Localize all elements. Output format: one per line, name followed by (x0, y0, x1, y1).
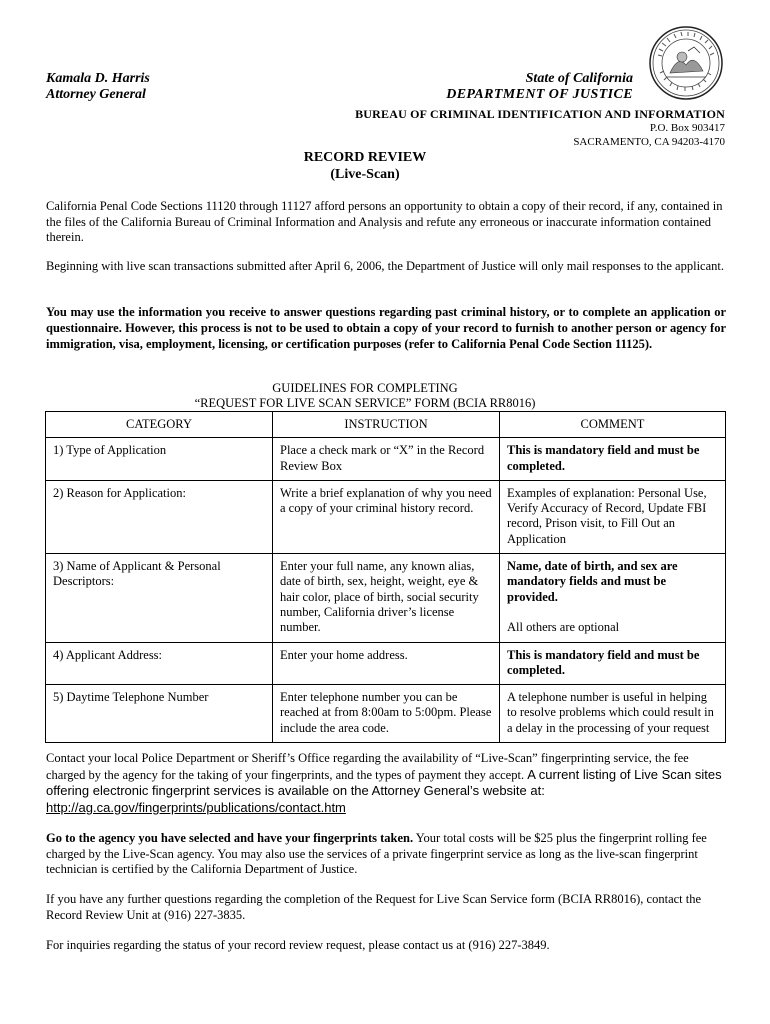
category-cell: 3) Name of Applicant & Personal Descriptors: (46, 554, 273, 642)
instruction-cell: Write a brief explanation of why you need a copy of your criminal history record. (273, 480, 500, 553)
instruction-cell: Enter your home address. (273, 642, 500, 685)
document-title: RECORD REVIEW (303, 150, 427, 165)
column-header-comment: COMMENT (500, 412, 726, 438)
intro-paragraph-1: California Penal Code Sections 11120 through 11127 afford persons an opportunity to obtain a copy of their record, if any, contained in the files of the California Bureau of Criminal Information and Analysis and refute any erroneous or inaccurate information contained therein. (46, 199, 723, 244)
category-cell: 1) Type of Application (46, 438, 273, 481)
live-scan-sites-link[interactable]: http://ag.ca.gov/fingerprints/publications/contact.htm (46, 799, 346, 815)
bureau-name: BUREAU OF CRIMINAL IDENTIFICATION AND INFORMATION (355, 107, 725, 121)
table-row (46, 480, 726, 553)
instruction-cell: Enter your full name, any known alias, date of birth, sex, height, weight, eye & hair color, place of birth, social security number, California driver’s license number. (273, 554, 500, 642)
contact-agency-paragraph (46, 751, 726, 816)
document-subtitle: (Live-Scan) (330, 167, 400, 182)
table-row (46, 438, 726, 481)
comment-cell (500, 642, 726, 685)
guidelines-subheading: “REQUEST FOR LIVE SCAN SERVICE” FORM (BCIA RR8016) (194, 396, 536, 410)
category-cell: 2) Reason for Application: (46, 480, 273, 553)
comment-cell (500, 554, 726, 642)
comment-text: All others are optional (507, 619, 620, 634)
department-name: DEPARTMENT OF JUSTICE (446, 87, 633, 102)
fingerprint-instructions-bold: Go to the agency you have selected and have your fingerprints taken. (46, 831, 414, 845)
table-row (46, 685, 726, 743)
comment-cell (500, 438, 726, 481)
column-header-category: CATEGORY (46, 412, 273, 438)
state-seal-icon (648, 25, 724, 101)
fingerprint-instructions-paragraph (46, 831, 726, 878)
table-row (46, 554, 726, 642)
category-cell: 4) Applicant Address: (46, 642, 273, 685)
state-name: State of California (525, 71, 633, 86)
po-box: P.O. Box 903417 (649, 122, 725, 134)
comment-bold-text: Name, date of birth, and sex are mandatory fields and must be provided. (507, 559, 678, 604)
comment-cell: A telephone number is useful in helping to resolve problems which could result in a delay in the processing of your request (500, 685, 726, 743)
guidelines-table (45, 411, 726, 743)
comment-cell: Examples of explanation: Personal Use, Verify Accuracy of Record, Update FBI record, Prison visit, to Fill Out an Application (500, 480, 726, 553)
column-header-instruction: INSTRUCTION (273, 412, 500, 438)
further-questions-paragraph: If you have any further questions regarding the completion of the Request for Live Scan Service form (BCIA RR8016), contact the Record Review Unit at (916) 227-3835. (46, 892, 702, 922)
status-inquiry-paragraph: For inquiries regarding the status of your record review request, please contact us at (916) 227-3849. (46, 938, 550, 952)
fingerprint-cost-text: Your total costs will be $25 plus the fingerprint rolling fee charged by the Live-Scan agency. You may also use the services of a private fingerprint service as long as the live-scan fingerprint technician is certified by the California Department of Justice. (46, 831, 707, 876)
usage-notice-paragraph: You may use the information you receive to answer questions regarding past criminal history, or to complete an application or questionnaire. However, this process is not to be used to obtain a copy of your record to furnish to another person or agency for immigration, visa, employment, licensing, or certification purposes (refer to California Penal Code Section 11125). (46, 305, 726, 351)
city-address: SACRAMENTO, CA 94203-4170 (573, 136, 725, 148)
comment-bold-text: This is mandatory field and must be completed. (507, 443, 700, 473)
instruction-cell: Enter telephone number you can be reached at from 8:00am to 5:00pm. Please include the area code. (273, 685, 500, 743)
instruction-cell: Place a check mark or “X” in the Record Review Box (273, 438, 500, 481)
intro-paragraph-2: Beginning with live scan transactions submitted after April 6, 2006, the Department of Justice will only mail responses to the applicant. (46, 259, 724, 273)
category-cell: 5) Daytime Telephone Number (46, 685, 273, 743)
contact-agency-text: Contact your local Police Department or Sheriff’s Office regarding the availability of “Live-Scan” fingerprinting service, the fee charged by the agency for the taking of your fingerprints, and the types of payment they accept. (46, 751, 689, 782)
live-scan-listing-text: A current listing of Live Scan sites offering electronic fingerprint services is available on the Attorney General’s website at: (46, 766, 722, 798)
comment-bold-text: This is mandatory field and must be completed. (507, 647, 700, 677)
table-row (46, 642, 726, 685)
attorney-general-title: Attorney General (46, 87, 146, 102)
guidelines-heading: GUIDELINES FOR COMPLETING (272, 381, 458, 395)
table-header-row (46, 412, 726, 438)
attorney-general-name: Kamala D. Harris (46, 71, 150, 86)
